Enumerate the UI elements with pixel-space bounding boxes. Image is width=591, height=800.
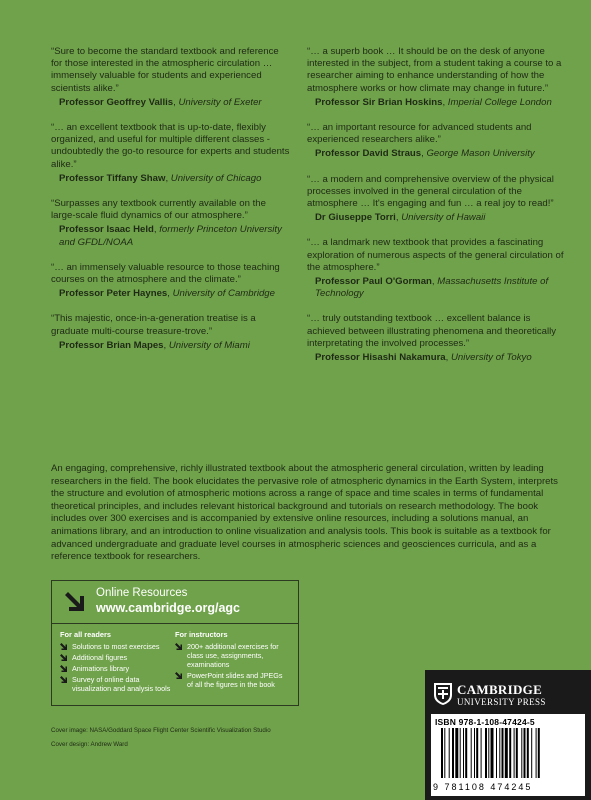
endorser-affiliation: University of Cambridge	[172, 288, 275, 300]
barcode-label	[431, 714, 585, 796]
barcode-bar	[514, 728, 515, 778]
barcode-bar	[505, 728, 508, 778]
online-resources-title: Online Resources	[96, 587, 188, 599]
endorsement	[307, 46, 569, 109]
endorsement	[51, 198, 291, 249]
barcode-bar	[502, 728, 504, 778]
endorsement-quote: “Sure to become the standard textbook and reference for those interested in the atmospheric circulation … immensely valuable for students and experienced scientists alike.”	[51, 46, 279, 94]
endorsement	[307, 122, 569, 161]
endorsement-quote: “… a superb book … It should be on the desk of anyone interested in the subject, from a student taking a course to a researcher aiming to enhance understanding of how the atmosphere works or how climate may change in future.”	[307, 46, 562, 94]
endorser-affiliation: University of Exeter	[178, 96, 262, 108]
endorsement	[307, 313, 569, 364]
endorser-affiliation: University of Hawaii	[401, 212, 486, 224]
barcode-bar	[531, 728, 532, 778]
endorsements-right-column	[307, 46, 569, 377]
barcode-bar	[491, 728, 494, 778]
endorsement-attribution: Professor Hisashi Nakamura, University of Tokyo	[315, 352, 532, 364]
barcode-bar	[516, 728, 518, 778]
endorser-affiliation: Imperial College London	[447, 96, 552, 108]
endorsement-quote: “… a modern and comprehensive overview of the physical processes involved in the general circulation of the atmosphere … It's engaging and fun … a real joy to read!”	[307, 173, 554, 210]
readers-resources	[60, 630, 175, 695]
endorsement-attribution: Professor Paul O'Gorman, Massachusetts Institute of Technology	[315, 276, 549, 300]
endorsement-quote: “… a landmark new textbook that provides a fascinating exploration of numerous aspects of the general circulation of the atmosphere.”	[307, 237, 564, 273]
barcode-bar	[476, 728, 478, 778]
endorser-name: Professor David Straus	[315, 148, 422, 160]
endorsement	[51, 122, 291, 185]
endorser-affiliation: University of Miami	[168, 339, 250, 351]
arrow-bullet-icon	[175, 643, 183, 651]
arrow-bullet-icon	[60, 665, 68, 673]
barcode-bar	[465, 728, 467, 778]
list-item-label: Additional figures	[72, 653, 128, 662]
endorsement-attribution: Dr Giuseppe Torri, University of Hawaii	[315, 212, 486, 224]
publisher-name: CAMBRIDGE	[457, 682, 543, 697]
barcode-bar	[452, 728, 454, 778]
endorser-affiliation: Massachusetts Institute of Technology	[315, 276, 549, 300]
list-item	[60, 642, 175, 651]
publisher-panel	[425, 670, 591, 800]
barcode-bar	[538, 728, 540, 778]
list-item-label: 200+ additional exercises for class use, assignments, examinations	[187, 642, 279, 669]
endorsement-attribution: Professor Tiffany Shaw, University of Chicago	[59, 172, 262, 184]
endorsement-attribution: Professor Sir Brian Hoskins, Imperial College London	[315, 96, 552, 108]
list-item	[175, 642, 290, 669]
endorser-name: Professor Brian Mapes	[59, 339, 164, 351]
online-resources-header	[52, 581, 298, 623]
endorser-name: Professor Peter Haynes	[59, 288, 168, 300]
endorsement-quote: “Surpasses any textbook currently available on the large-scale fluid dynamics of our atmosphere.”	[51, 198, 266, 222]
list-item-label: Solutions to most exercises	[72, 642, 160, 651]
endorser-name: Professor Isaac Held	[59, 224, 154, 236]
list-item	[60, 664, 175, 673]
readers-heading: For all readers	[60, 630, 111, 639]
instructors-resources	[175, 630, 290, 695]
barcode-bar	[471, 728, 472, 778]
instructors-heading: For instructors	[175, 630, 228, 639]
barcode-bar	[460, 728, 461, 778]
barcode-bar	[536, 728, 537, 778]
endorsement-quote: “This majestic, once-in-a-generation treatise is a graduate multi-course treasure-trove.”	[51, 313, 256, 337]
endorser-name: Professor Geoffrey Vallis	[59, 96, 174, 108]
barcode-bar	[455, 728, 458, 778]
barcode-bar	[444, 728, 445, 778]
endorsement-quote: “… an important resource for advanced students and experienced researchers alike.”	[307, 122, 532, 146]
endorser-name: Professor Hisashi Nakamura	[315, 352, 446, 364]
list-item	[175, 671, 290, 689]
barcode-bar	[449, 728, 450, 778]
endorser-name: Professor Sir Brian Hoskins	[315, 96, 443, 108]
endorsements	[51, 46, 571, 377]
endorser-affiliation: formerly Princeton University and GFDL/NOAA	[59, 224, 282, 248]
isbn-number: ISBN 978-1-108-47424-5	[435, 717, 535, 727]
endorser-name: Dr Giuseppe Torri	[315, 212, 396, 224]
cover-image-credit: Cover image: NASA/Goddard Space Flight Center Scientific Visualization Studio	[51, 727, 271, 734]
barcode-bar	[509, 728, 511, 778]
arrow-down-right-icon	[62, 589, 88, 615]
barcode-bar	[527, 728, 529, 778]
endorsement	[307, 174, 569, 225]
endorsement-attribution: Professor David Straus, George Mason University	[315, 148, 535, 160]
list-item-label: Animations library	[72, 664, 130, 673]
barcode-bar	[485, 728, 487, 778]
barcode	[439, 728, 579, 778]
cover-design-credit: Cover design: Andrew Ward	[51, 741, 128, 748]
arrow-bullet-icon	[60, 676, 68, 684]
list-item	[60, 653, 175, 662]
arrow-bullet-icon	[60, 654, 68, 662]
endorsements-left-column	[51, 46, 291, 377]
endorser-name: Professor Tiffany Shaw	[59, 172, 166, 184]
endorser-affiliation: George Mason University	[426, 148, 535, 160]
barcode-bar	[488, 728, 489, 778]
barcode-bar	[463, 728, 464, 778]
endorsement	[51, 313, 291, 352]
cambridge-shield-icon	[433, 682, 453, 706]
online-resources-box	[51, 580, 299, 706]
barcode-bar	[499, 728, 500, 778]
arrow-bullet-icon	[60, 643, 68, 651]
endorsement-attribution: Professor Brian Mapes, University of Miami	[59, 339, 250, 351]
list-item	[60, 675, 175, 693]
endorsement-attribution: Professor Isaac Held, formerly Princeton University and GFDL/NOAA	[59, 224, 282, 248]
endorsement-quote: “… an excellent textbook that is up-to-date, flexibly organized, and useful for multiple different classes - undoubtedly the go-to resource for experts and students alike.”	[51, 122, 290, 170]
endorsement	[51, 262, 291, 301]
barcode-bar	[481, 728, 482, 778]
endorsement	[307, 237, 569, 300]
endorser-affiliation: University of Chicago	[170, 172, 262, 184]
book-description: An engaging, comprehensive, richly illustrated textbook about the atmospheric general circulation, written by leading researchers in the field. The book elucidates the pervasive role of atmospheric dynamics in the Earth System, interprets the structure and evolution of atmospheric motions across a range of space and time scales in terms of fundamental theoretical principles, and includes relevant historical background and tutorials on research methodology. The book includes over 300 exercises and is accompanied by extensive online resources, including a solutions manual, an animations library, and an introduction to online visualization and analysis tools. This book is suitable as a textbook for advanced undergraduate and graduate level courses in atmospheric sciences and geosciences curricula, and as a reference textbook for researchers.	[51, 463, 558, 563]
endorsement-quote: “… truly outstanding textbook … excellent balance is achieved between illustrating phenomena and theoretically interpretating the involved processes.”	[307, 313, 557, 349]
endorser-name: Professor Paul O'Gorman	[315, 276, 432, 288]
list-item-label: PowerPoint slides and JPEGs of all the figures in the book	[187, 671, 283, 689]
list-item-label: Survey of online data visualization and analysis tools	[72, 675, 171, 693]
endorsement-attribution: Professor Geoffrey Vallis, University of Exeter	[59, 96, 262, 108]
barcode-bar	[524, 728, 526, 778]
arrow-bullet-icon	[175, 672, 183, 680]
barcode-bar	[441, 728, 443, 778]
online-resources-link[interactable]: www.cambridge.org/agc	[96, 601, 241, 615]
barcode-bar	[496, 728, 497, 778]
endorsement	[51, 46, 291, 109]
publisher-subtitle: UNIVERSITY PRESS	[457, 697, 546, 707]
online-resources-lists	[52, 623, 298, 695]
endorser-affiliation: University of Tokyo	[450, 352, 532, 364]
barcode-bar	[521, 728, 522, 778]
barcode-digits: 9 781108 474245	[433, 782, 533, 792]
barcode-bar	[474, 728, 475, 778]
endorsement-attribution: Professor Peter Haynes, University of Cambridge	[59, 288, 275, 300]
endorsement-quote: “… an immensely valuable resource to those teaching courses on the atmosphere and the climate.”	[51, 261, 280, 286]
